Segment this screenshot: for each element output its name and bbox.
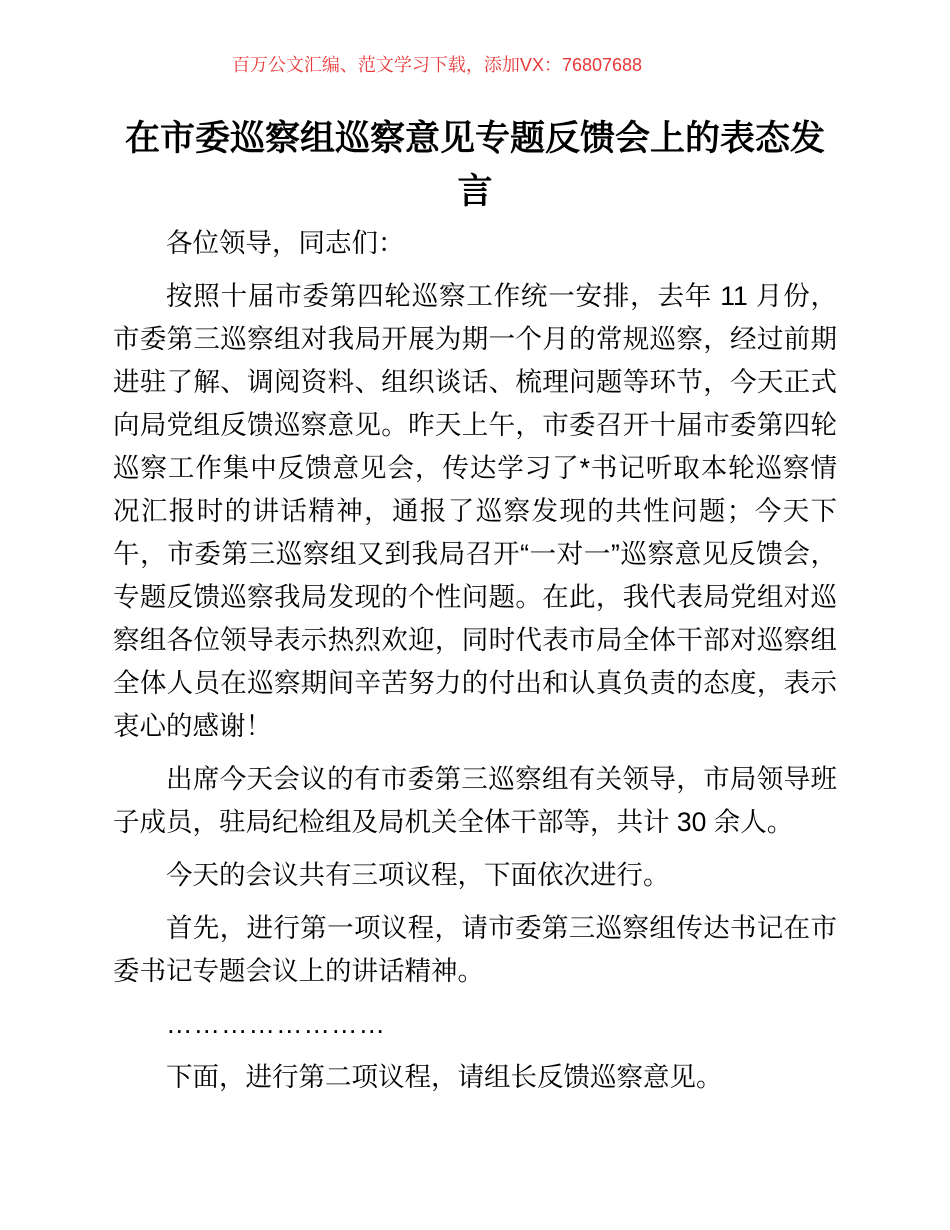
paragraph-list: [113, 222, 837, 1099]
paragraph: 各位领导，同志们：: [166, 228, 405, 258]
paragraph: 首先，进行第一项议程，请市委第三巡察组传达书记在市委书记专题会议上的讲话精神。: [113, 913, 837, 986]
paragraph: 下面，进行第二项议程，请组长反馈巡察意见。: [166, 1062, 723, 1092]
watermark-notice: 百万公文汇编、范文学习下载，添加VX：76807688: [231, 55, 643, 75]
ellipsis-placeholder: ……………………: [166, 1009, 386, 1039]
document-title: 在市委巡察组巡察意见专题反馈会上的表态发言: [124, 119, 825, 211]
paragraph: 出席今天会议的有市委第三巡察组有关领导，市局领导班子成员，驻局纪检组及局机关全体干部等，共计 30 余人。: [113, 764, 837, 837]
paragraph: 按照十届市委第四轮巡察工作统一安排，去年 11 月份，市委第三巡察组对我局开展为期一个月的常规巡察，经过前期进驻了解、调阅资料、组织谈话、梳理问题等环节，今天正式向局党组反馈巡察意见。昨天上午，市委召开十届市委第四轮巡察工作集中反馈意见会，传达学习了*书记听取本轮巡察情况汇报时的讲话精神，通报了巡察发现的共性问题；今天下午，市委第三巡察组又到我局召开“一对一”巡察意见反馈会，专题反馈巡察我局发现的个性问题。在此，我代表局党组对巡察组各位领导表示热烈欢迎，同时代表市局全体干部对巡察组全体人员在巡察期间辛苦努力的付出和认真负责的态度，表示衷心的感谢！: [113, 281, 837, 741]
document-body: [113, 0, 837, 1099]
paragraph: 今天的会议共有三项议程，下面依次进行。: [166, 860, 670, 890]
